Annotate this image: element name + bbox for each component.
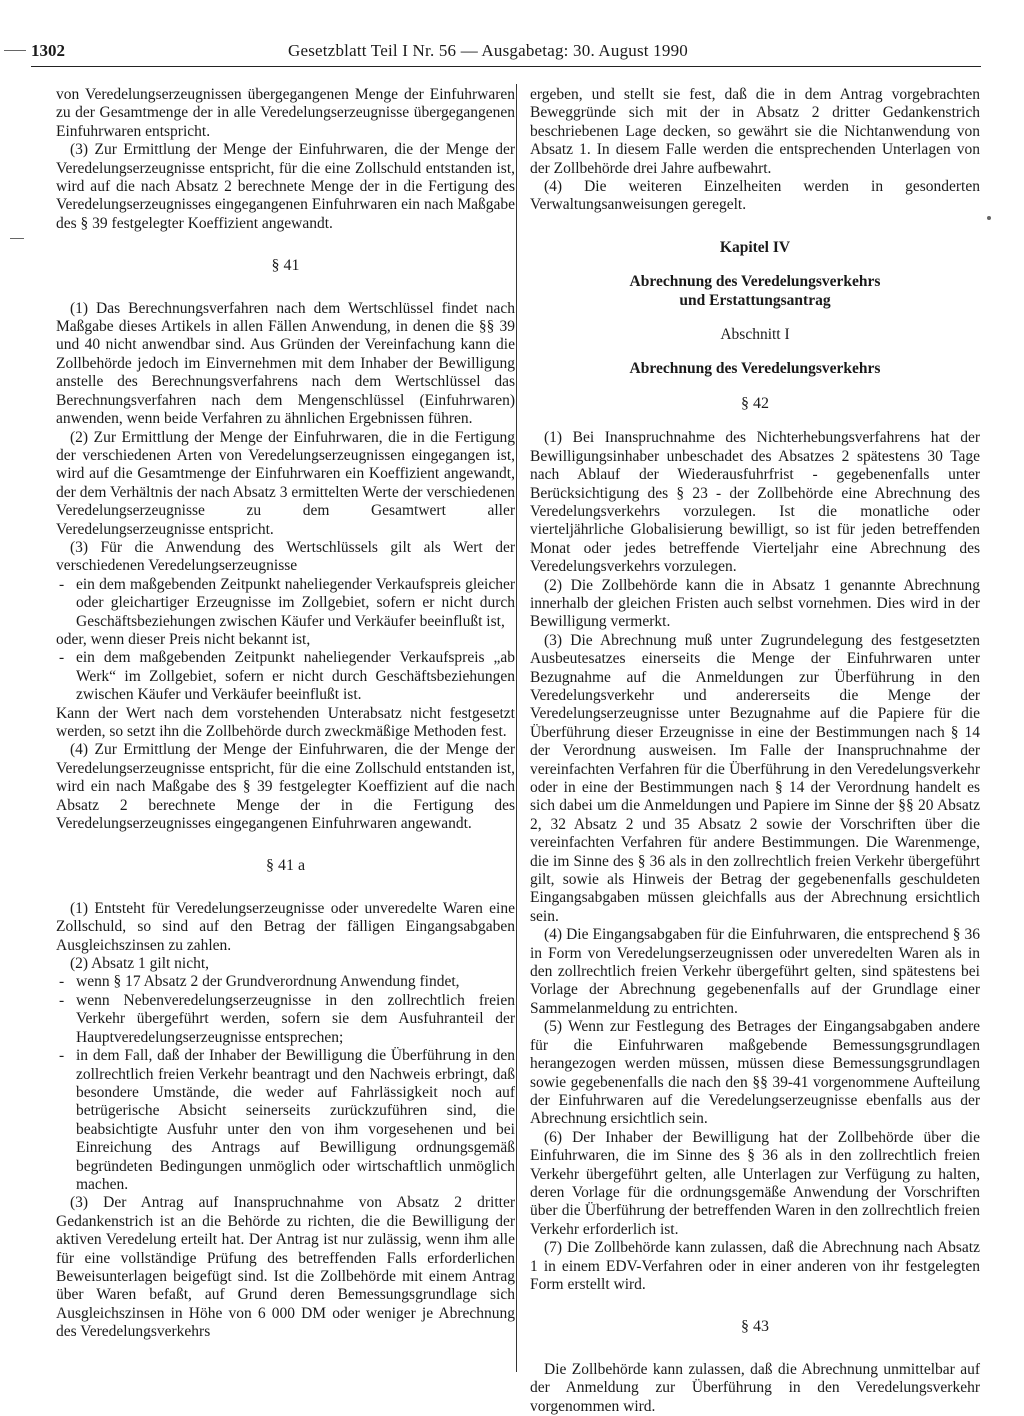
section-heading: Abschnitt I [720,326,790,344]
paragraph-42-7: (7) Die Zollbehörde kann zulassen, daß die Abrechnung nach Absatz 1 in einem EDV-Verfahren oder in einer anderen von ihr festgelegten Form erstellt wird. [530,1239,980,1293]
paragraph-41a-4: (4) Die weiteren Einzelheiten werden in gesonderten Verwaltungsanweisungen geregelt. [530,178,980,214]
left-column [56,86,515,1342]
paragraph-41a-3: (3) Der Antrag auf Inanspruchnahme von Absatz 2 dritter Gedankenstrich ist an die Behörde zu richten, die die Bewilligung der aktiven Veredelung erteilt hat. Der Antrag ist nur zulässig, wenn ihm alle für eine vollständige Prüfung des betreffenden Falls erforderlichen Beweisunterlagen beigefügt sind. Ist die Zollbehörde mit einem Antrag über Waren befaßt, auf Grund deren Bemessungsgrundlage sich Ausgleichszinsen in Höhe von 6 000 DM oder weniger je Abrechnung des Veredelungsverkehrs [56,1194,515,1341]
list-item: - in dem Fall, daß der Inhaber der Bewilligung die Überführung in den zollrechtlich freien Verkehr beantragt und den Nachweis erbringt, daß besondere Umstände, die weder auf Fahrlässigkeit noch auf betrügerische Absicht seinerseits zurückzuführen sind, die beabsichtigte Ausfuhr unter den von ihm vorgesehenen und bei Einreichung des Antrags auf Bewilligung ordnungsgemäß begründeten Bedingungen unmöglich oder wirtschaftlich unmöglich machen. [59,1047,515,1193]
scan-dot [987,216,991,220]
paragraph-41-3-end: Kann der Wert nach dem vorstehenden Unterabsatz nicht festgesetzt werden, so setzt ihn die Zollbehörde durch zweckmäßige Methoden fest. [56,704,515,740]
section-43-title: § 43 [741,1318,769,1336]
paragraph-41-3: (3) Für die Anwendung des Wertschlüssels gilt als Wert der verschiedenen Veredelungserzeugnisse [56,538,515,575]
paragraph-oder: oder, wenn dieser Preis nicht bekannt ist, [56,630,311,648]
paragraph-41-1: (1) Das Berechnungsverfahren nach dem Wertschlüssel findet nach Maßgabe dieses Artikels in allen Fällen Anwendung, in denen die §§ 39 und 40 nicht anwendbar sind. Aus Gründen der Vereinfachung kann die Zollbehörde jedoch im Einvernehmen mit dem Inhaber der Bewilligung anstelle des Berechnungsverfahrens nach dem Wertschlüssel das Berechnungsverfahren nach dem Mengenschlüssel (Einfuhrwaren) anwenden, wenn beide Verfahren zu ähnlichen Ergebnissen führen. [56,299,515,428]
running-head: Gesetzblatt Teil I Nr. 56 — Ausgabetag: 30. August 1990 [288,41,688,60]
chapter-subtitle-2: und Erstattungsantrag [679,291,831,309]
list-item-text: wenn § 17 Absatz 2 der Grundverordnung Anwendung findet, [76,973,460,991]
section-subtitle: Abrechnung des Veredelungsverkehrs [629,360,881,378]
paragraph-continued: ergeben, und stellt sie fest, daß die in dem Antrag vorgebrachten Beweggründe sich mit der in Absatz 2 dritter Gedankenstrich beschriebenen Lage decken, so gewährt sie die Nichtanwendung von Absatz 1. In diesem Falle werden die entsprechenden Unterlagen von der Zollbehörde drei Jahre aufbewahrt. [530,86,980,177]
scan-mark-top [4,50,26,51]
list-item: - wenn Nebenveredelungserzeugnisse in den zollrechtlich freien Verkehr übergeführt werden, sofern sie dem Ausfuhranteil der Hauptveredelungserzeugnisse entsprechen; [59,991,515,1046]
list-item: - ein dem maßgebenden Zeitpunkt naheliegender Verkaufspreis „ab Werk“ im Zollgebiet, sofern er nicht durch Geschäftsbeziehungen zwischen Käufer und Verkäufer beeinflußt ist. [59,649,515,704]
header-rule [31,66,981,67]
paragraph-41a-2: (2) Absatz 1 gilt nicht, [70,955,210,973]
paragraph-41a-1: (1) Entsteht für Veredelungserzeugnisse oder unveredelte Waren eine Zollschuld, so sind auf den Betrag der fälligen Eingangsabgaben Ausgleichszinsen zu zahlen. [56,899,515,954]
chapter-title: Kapitel IV [719,238,791,256]
list-item-text: wenn Nebenveredelungserzeugnisse in den zollrechtlich freien Verkehr übergeführt werden, sofern sie dem Ausfuhranteil der Hauptveredelungserzeugnisse entsprechen; [76,991,515,1046]
scan-mark-mid [10,238,24,239]
paragraph-42-6: (6) Der Inhaber der Bewilligung hat der Zollbehörde über die Einfuhrwaren, die im Sinne des § 36 als in den zollrechtlich freien Verkehr übergeführt gelten, alle Unterlagen zur Verfügung zu halten, deren Vorlage für die ordnungsgemäße Anwendung der Vorschriften über die Überführung der betreffenden Waren in den zollrechtlich freien Verkehr erforderlich ist. [530,1128,980,1238]
list-item: - ein dem maßgebenden Zeitpunkt naheliegender Verkaufspreis gleicher oder gleichartiger Erzeugnisse im Zollgebiet, sofern er nicht durch Geschäftsbeziehungen zwischen Käufer und Verkäufer beeinflußt ist, [59,575,515,630]
list-item: - wenn § 17 Absatz 2 der Grundverordnung Anwendung findet, [56,973,515,991]
paragraph-42-3: (3) Die Abrechnung muß unter Zugrundelegung des festgesetzten Ausbeutesatzes einerseits die Menge der Einfuhrwaren unter Bezugnahme auf die Anmeldungen zur Überführung in den Veredelungsverkehr und andererseits die Menge der Veredelungserzeugnisse unter Bezugnahme auf die Papiere für die Überführung dieser Erzeugnisse in eine der Bestimmungen nach § 14 der Verordnung ausweisen. Im Falle der Inanspruchnahme der vereinfachten Verfahren für die Überführung in den Veredelungsverkehr oder in eine der Bestimmungen nach § 14 der Verordnung handelt es sich dabei um die Anmeldungen und Papiere im Sinne der §§ 20 Absatz 2, 32 Absatz 2 und 35 Absatz 2 sowie der Vorschriften über die vereinfachten Verfahren für andere Bestimmungen. Die Warenmenge, die im Sinne des § 36 als in den zollrechtlich freien Verkehr übergeführt gilt, sowie als Hinweis der Betrag der gegebenenfalls geschuldeten Eingangsabgaben müssen gleichfalls aus der Abrechnung ersichtlich sein. [530,631,980,925]
paragraph-42-2: (2) Die Zollbehörde kann die in Absatz 1 genannte Abrechnung innerhalb der gleichen Fristen auch selbst vornehmen. Dies wird in der Bewilligung vermerkt. [530,576,980,631]
section-42-title: § 42 [741,394,769,412]
section-41-title: § 41 [271,257,300,275]
paragraph-41-4: (4) Zur Ermittlung der Menge der Einfuhrwaren, die der Menge der Veredelungserzeugnisse entspricht, für die eine Zollschuld entstanden ist, wird ein nach Maßgabe des § 39 festgelegter Koeffizient auf die nach Absatz 2 berechnete Menge der in die Fertigung des Veredelungserzeugnisses eingegangenen Einfuhrwaren angewandt. [56,741,515,833]
paragraph-intro: von Veredelungserzeugnissen übergegangenen Menge der Einfuhrwaren zu der Gesamtmenge der in alle Veredelungserzeugnisse übergegangenen Einfuhrwaren entspricht. [56,86,515,140]
list-item-text: ein dem maßgebenden Zeitpunkt naheliegender Verkaufspreis gleicher oder gleichartiger Erzeugnisse im Zollgebiet, sofern er nicht durch Geschäftsbeziehungen zwischen Käufer und Verkäufer beeinflußt ist, [76,575,515,630]
section-41a-title: § 41 a [265,857,306,875]
list-item-text: in dem Fall, daß der Inhaber der Bewilligung die Überführung in den zollrechtlich freien Verkehr beantragt und den Nachweis erbringt, daß besondere Umstände, die weder auf Fahrlässigkeit noch auf betrügerische Absicht seinerseits zurückzuführen sind, die beabsichtigte Ausfuhr unter den von ihm vorgesehenen und bei Einreichung des Antrags auf Bewilligung ordnungsgemäß begründeten Bedingungen unmöglich oder wirtschaftlich unmöglich machen. [76,1047,515,1193]
page-number: 1302 [31,41,65,60]
paragraph-42-5: (5) Wenn zur Festlegung des Betrages der Eingangsabgaben andere für die Einfuhrwaren maßgebende Bemessungsgrundlagen herangezogen werden müssen, müssen diese Bemessungsgrundlagen sowie gegebenenfalls die nach den §§ 39-41 vorgenommene Aufteilung der Einfuhrwaren auf die Veredelungserzeugnisse ebenfalls aus der Abrechnung ersichtlich sein. [530,1018,980,1128]
chapter-subtitle-1: Abrechnung des Veredelungsverkehrs [629,273,881,291]
column-divider [516,84,517,1372]
paragraph-43: Die Zollbehörde kann zulassen, daß die Abrechnung unmittelbar auf der Anmeldung zur Überführung in den Veredelungsverkehr vorgenommen wird. [530,1360,980,1415]
paragraph-42-4: (4) Die Eingangsabgaben für die Einfuhrwaren, die entsprechend § 36 in Form von Veredelungserzeugnissen oder unveredelten Waren als in den zollrechtlich freien Verkehr übergeführt gelten, sind spätestens bei Vorlage der Abrechnung gegebenenfalls auf der Grundlage einer Sammelanmeldung zu entrichten. [530,926,980,1017]
right-column [530,86,980,1416]
paragraph-41-2: (2) Zur Ermittlung der Menge der Einfuhrwaren, die in die Fertigung der verschiedenen Arten von Veredelungserzeugnissen eingegangen ist, wird auf die Gesamtmenge der Einfuhrwaren ein Koeffizient angewandt, der dem Verhältnis der nach Absatz 3 ermittelten Werte der verschiedenen Veredelungserzeugnisse zu dem Gesamtwert aller Veredelungserzeugnisse entspricht. [56,428,515,538]
paragraph-40-3: (3) Zur Ermittlung der Menge der Einfuhrwaren, die der Menge der Veredelungserzeugnisse entspricht, für die eine Zollschuld entstanden ist, wird auf die nach Absatz 2 berechnete Menge der in die Fertigung des Veredelungserzeugnisses eingegangenen Einfuhrwaren ein nach Maßgabe des § 39 festgelegter Koeffizient angewandt. [56,141,515,232]
list-item-text: ein dem maßgebenden Zeitpunkt naheliegender Verkaufspreis „ab Werk“ im Zollgebiet, sofern er nicht durch Geschäftsbeziehungen zwischen Käufer und Verkäufer beeinflußt ist. [76,649,515,704]
paragraph-42-1: (1) Bei Inanspruchnahme des Nichterhebungsverfahrens hat der Bewilligungsinhaber unbeschadet des Absatzes 2 spätestens 30 Tage nach Ablauf der Wiederausfuhrfrist - gegebenenfalls unter Berücksichtigung des § 23 - der Zollbehörde eine Abrechnung des Veredelungsverkehrs vorzulegen. Ist die monatliche oder vierteljährliche Globalisierung bewilligt, so ist für jeden betreffenden Monat oder jedes betreffende Vierteljahr eine Abrechnung des Veredelungsverkehrs vorzulegen. [530,429,980,576]
